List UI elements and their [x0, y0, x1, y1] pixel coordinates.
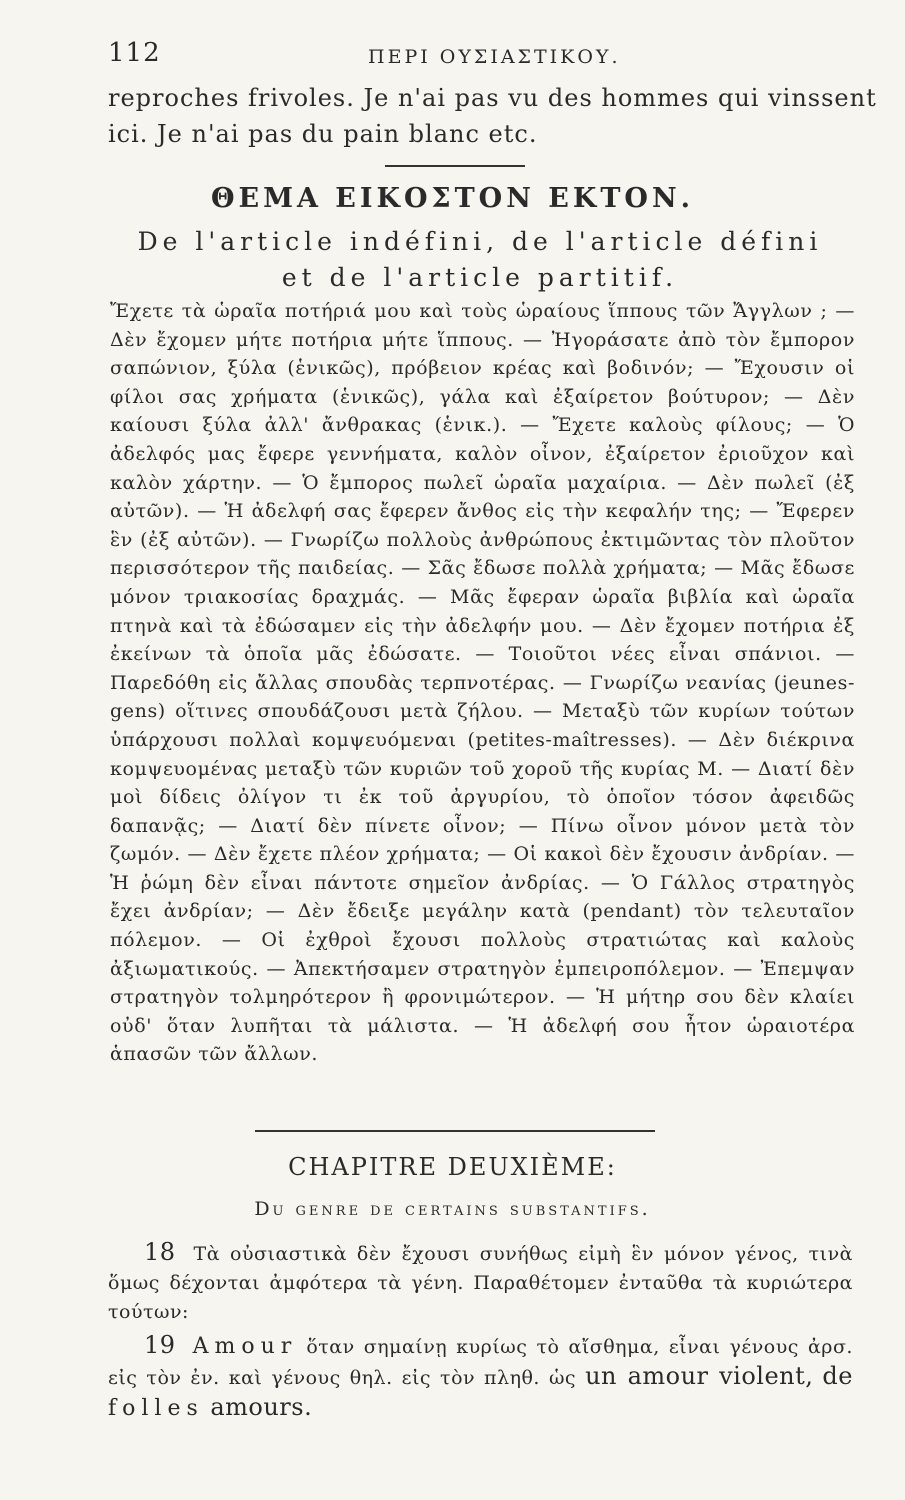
divider [385, 165, 525, 167]
theme-title: ΘΕΜΑ ΕΙΚΟΣΤΟΝ ΕΚΤΟΝ. [210, 183, 695, 214]
paragraph-number: 19 [144, 1331, 176, 1359]
intro-line: reproches frivoles. Je n'ai pas vu des hommes qui vinssent [108, 84, 877, 112]
paragraph-number: 18 [144, 1238, 176, 1266]
theme-subtitle [110, 224, 850, 296]
theme-subtitle-line: De l'article indéfini, de l'article défini [137, 227, 823, 256]
headword: Amour [192, 1334, 298, 1359]
chapter-body [108, 1238, 853, 1428]
paragraph-18 [108, 1238, 853, 1327]
intro-line: ici. Je n'ai pas du pain blanc etc. [108, 120, 538, 148]
example-phrase: amours. [210, 1393, 313, 1421]
page-number: 112 [108, 38, 161, 68]
page-header [108, 38, 848, 78]
divider [255, 1130, 655, 1132]
theme-subtitle-line: et de l'article partitif. [281, 263, 679, 292]
paragraph-text: Τὰ οὐσιαστικὰ δὲν ἔχουσι συνήθως εἰμὴ ἓν μόνον γένος, τινὰ ὅμως δέχονται ἀμφότερα τὰ γένη. Παραθέτομεν ἐνταῦθα τὰ κυριώτερα τούτων: [108, 1243, 853, 1323]
example-word: de [822, 1362, 853, 1390]
exercise-text: Ἔχετε τὰ ὡραῖα ποτήριά μου καὶ τοὺς ὡραίους ἵππους τῶν Ἄγγλων ; — Δὲν ἔχομεν μήτε ποτήρια μήτε ἵππους. — Ἠγοράσατε ἀπὸ τὸν ἔμπορον σαπώνιον, ξύλα (ἑνικῶς), πρόβειον κρέας καὶ βοδινόν; — Ἔχουσιν οἱ φίλοι σας χρήματα (ἑνικῶς), γάλα καὶ ἐξαίρετον βούτυρον; — Δὲν καίουσι ξύλα ἀλλ' ἄνθρακας (ἑνικ.). — Ἔχετε καλοὺς φίλους; — Ὁ ἀδελφός μας ἔφερε γεννήματα, καλὸν οἶνον, ἐξαίρετον ἐριοῦχον καὶ καλὸν χάρτην. — Ὁ ἔμπορος πωλεῖ ὡραῖα μαχαίρια. — Δὲν πωλεῖ (ἐξ αὐτῶν). — Ἡ ἀδελφή σας ἔφερεν ἄνθος εἰς τὴν κεφαλήν της; — Ἔφερεν ἓν (ἐξ αὐτῶν). — Γνωρίζω πολλοὺς ἀνθρώπους ἐκτιμῶντας τὸν πλοῦτον περισσότερον τῆς παιδείας. — Σᾶς ἔδωσε πολλὰ χρήματα; — Μᾶς ἔδωσε μόνον τριακοσίας δραχμάς. — Μᾶς ἔφεραν ὡραῖα βιβλία καὶ ὡραῖα πτηνὰ καὶ τὰ ἐδώσαμεν εἰς τὴν ἀδελφήν μου. — Δὲν ἔχομεν ποτήρια ἐξ ἐκείνων τὰ ὁποῖα μᾶς ἐδώσατε. — Τοιοῦτοι νέες εἶναι σπάνιοι. — Παρεδόθη εἰς ἄλλας σπουδὰς τερπνοτέρας. — Γνωρίζω νεανίας (jeunes-gens) οἵτινες σπουδάζουσι μετὰ ζήλου. — Μεταξὺ τῶν κυρίων τούτων ὑπάρχουσι πολλαὶ κομψευόμεναι (petites-maîtresses). — Δὲν διέκρινα κομψευομένας μεταξὺ τῶν κυριῶν τοῦ χοροῦ τῆς κυρίας Μ. — Διατί δὲν μοὶ δίδεις ὀλίγον τι ἐκ τοῦ ἀργυρίου, τὸ ὁποῖον τόσον ἀφειδῶς δαπανᾷς; — Διατί δὲν πίνετε οἶνον; — Πίνω οἶνον μόνον μετὰ τὸν ζωμόν. — Δὲν ἔχετε πλέον χρήματα; — Οἱ κακοὶ δὲν ἔχουσιν ἀνδρίαν. — Ἡ ῥώμη δὲν εἶναι πάντοτε σημεῖον ἀνδρίας. — Ὁ Γάλλος στρατηγὸς ἔχει ἀνδρίαν; — Δὲν ἔδειξε μεγάλην κατὰ (pendant) τὸν τελευταῖον πόλεμον. — Οἱ ἐχθροὶ ἔχουσι πολλοὺς στρατιώτας καὶ καλοὺς ἀξιωματικούς. — Ἀπεκτήσαμεν στρατηγὸν ἐμπειροπόλεμον. — Ἐπεμψαν στρατηγὸν τολμηρότερον ἢ φρονιμώτερον. — Ἡ μήτηρ σου δὲν κλαίει οὐδ' ὅταν λυπῆται τὰ μάλιστα. — Ἡ ἀδελφή σου ἦτον ὡραιοτέρα ἁπασῶν τῶν ἄλλων. [110, 300, 855, 1066]
example-phrase: un amour violent, [585, 1362, 814, 1390]
chapter-subtitle: Du genre de certains substantifs. [254, 1198, 651, 1220]
paragraph-19 [108, 1331, 853, 1424]
paragraph-text: ὅταν σημαίνῃ κυρίως τὸ αἴσθημα, εἶναι γένους ἀρσ. εἰς τὸν ἐν. καὶ γένους θηλ. εἰς τὸν πληθ. ὡς [108, 1336, 853, 1389]
example-phrase: folles [108, 1396, 204, 1421]
running-head: ΠΕΡΙ ΟΥΣΙΑΣΤΙΚΟΥ. [368, 46, 621, 68]
chapter-title: CHAPITRE DEUXIÈME: [288, 1153, 617, 1181]
intro-text [108, 80, 877, 152]
